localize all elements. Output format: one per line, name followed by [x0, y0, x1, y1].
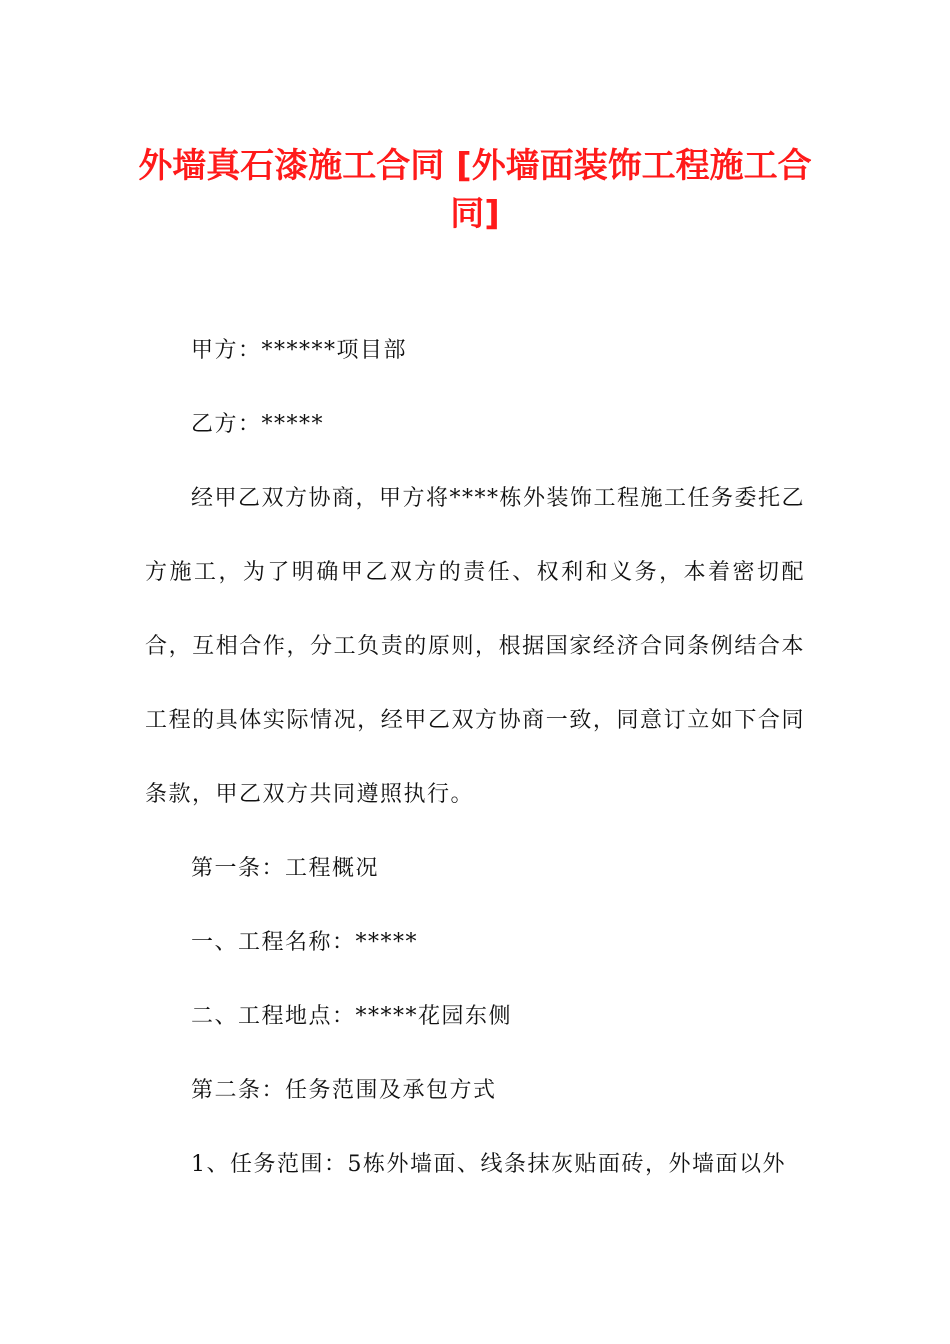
project-name-line: 一、工程名称：*****: [191, 930, 419, 955]
scope-line: 1、任务范围：5栋外墙面、线条抹灰贴面砖，外墙面以外: [191, 1152, 786, 1177]
party-b-line: 乙方：*****: [191, 412, 325, 437]
article-2-heading: 第二条：任务范围及承包方式: [191, 1078, 497, 1103]
preamble-paragraph: 经甲乙双方协商，甲方将****栋外装饰工程施工任务委托乙方施工，为了明确甲乙双方的责任、权利和义务，本着密切配合，互相合作，分工负责的原则，根据国家经济合同条例结合本工程的具体实际情况，经甲乙双方协商一致，同意订立如下合同条款，甲乙双方共同遵照执行。: [145, 486, 806, 807]
document-title: 外墙真石漆施工合同 [外墙面装饰工程施工合同]: [138, 146, 812, 234]
article-1-heading: 第一条：工程概况: [191, 856, 380, 881]
project-location-line: 二、工程地点：*****花园东侧: [191, 1004, 513, 1029]
document-body: [145, 314, 805, 1202]
party-a-line: 甲方：******项目部: [191, 338, 408, 363]
